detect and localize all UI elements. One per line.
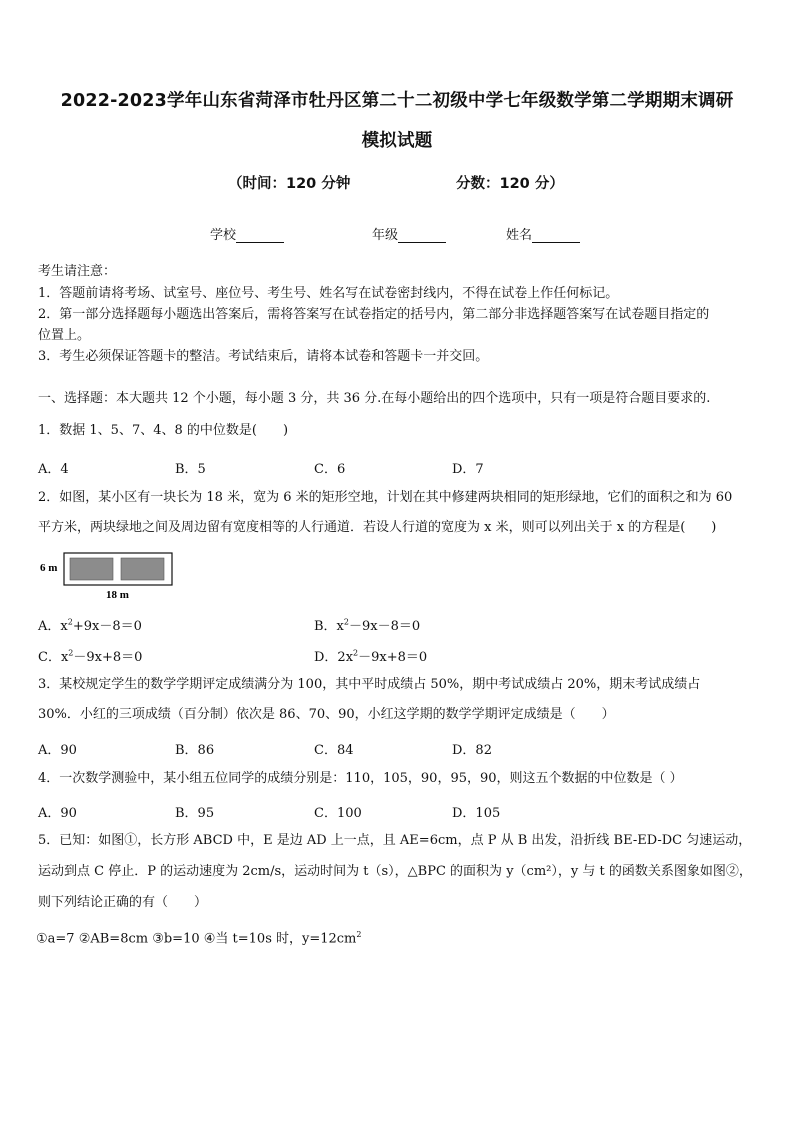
question-4-option-d: D．105 [452, 806, 501, 821]
question-3-stem: 3．某校规定学生的数学学期评定成绩满分为 100，其中平时成绩占 50%，期中考试成绩占 20%，期末考试成绩占 [38, 677, 701, 692]
question-4-option-c: C．100 [314, 806, 362, 821]
grade-label: 年级 [372, 228, 399, 243]
school-label: 学校 [210, 228, 237, 243]
question-3-option-b: B．86 [175, 743, 215, 758]
question-5-statements: ①a=7 ②AB=8cm ③b=10 ④当 t=10s 时，$y=12cm^2$ [36, 930, 362, 947]
notice-item-1: 1．答题前请将考场、试室号、座位号、考生号、姓名写在试卷密封线内，不得在试卷上作任何标记。 [38, 286, 619, 301]
question-1-option-a: A．4 [38, 462, 69, 477]
question-2-stem-cont: 平方米，两块绿地之间及周边留有宽度相等的人行通道．若设人行道的宽度为 x 米，则可以列出关于 x 的方程是( ) [38, 520, 717, 535]
name-label: 姓名 [506, 228, 533, 243]
section-heading: 一、选择题：本大题共 12 个小题，每小题 3 分，共 36 分.在每小题给出的四个选项中，只有一项是符合题目要求的. [38, 391, 711, 406]
question-2-option-d: D．$2x^2-9x+8=0$ [314, 648, 428, 665]
question-2-stem: 2．如图，某小区有一块长为 18 米，宽为 6 米的矩形空地，计划在其中修建两块相同的矩形绿地，它们的面积之和为 60 [38, 490, 733, 505]
green-plot-right [121, 558, 164, 580]
name-field[interactable] [506, 224, 580, 243]
question-2-option-a: A．$x^2+9x-8=0$ [38, 617, 142, 634]
school-field[interactable] [210, 224, 284, 243]
question-3-option-c: C．84 [314, 743, 354, 758]
question-5-stem: 5．已知：如图①，长方形 ABCD 中，E 是边 AD 上一点，且 AE=6cm，点 P 从 B 出发，沿折线 BE-ED-DC 匀速运动， [38, 833, 752, 848]
question-4-stem: 4．一次数学测验中，某小组五位同学的成绩分别是：110，105，90，95，90，则这五个数据的中位数是（ ） [38, 771, 683, 786]
question-1-option-c: C．6 [314, 462, 346, 477]
exam-title-line2: 模拟试题 [361, 131, 433, 151]
notice-heading: 考生请注意： [38, 264, 117, 279]
exam-time: （时间：120 分钟 [228, 176, 351, 192]
name-blank[interactable] [532, 229, 580, 243]
grade-field[interactable] [372, 224, 446, 243]
grade-blank[interactable] [398, 229, 446, 243]
figure-length-label: 18 m [106, 589, 129, 601]
question-2-option-b: B．$x^2-9x-8=0$ [314, 617, 421, 634]
figure-width-label: 6 m [40, 562, 58, 574]
green-plot-left [70, 558, 113, 580]
question-3-stem-cont: 30%．小红的三项成绩（百分制）依次是 86、70、90，小红这学期的数学学期评定成绩是（ ） [38, 707, 615, 722]
question-3-option-d: D．82 [452, 743, 492, 758]
school-blank[interactable] [236, 229, 284, 243]
question-4-option-b: B．95 [175, 806, 215, 821]
question-5-stem-cont: 运动到点 C 停止．P 的运动速度为 2cm/s，运动时间为 t（s），△BPC 的面积为 y（cm²），y 与 t 的函数关系图象如图②， [38, 864, 752, 879]
question-1-option-b: B．5 [175, 462, 206, 477]
question-5-stem-end: 则下列结论正确的有（ ） [38, 895, 208, 910]
exam-score: 分数：120 分） [456, 176, 564, 192]
notice-item-2: 2．第一部分选择题每小题选出答案后，需将答案写在试卷指定的括号内，第二部分非选择题答案写在试卷题目指定的 [38, 307, 710, 322]
question-2-figure [36, 547, 186, 603]
question-1-option-d: D．7 [452, 462, 484, 477]
notice-item-3: 3．考生必须保证答题卡的整洁。考试结束后，请将本试卷和答题卡一并交回。 [38, 349, 489, 364]
question-1-stem: 1．数据 1、5、7、4、8 的中位数是( ) [38, 423, 289, 438]
notice-item-2-cont: 位置上。 [38, 328, 91, 343]
question-3-option-a: A．90 [38, 743, 77, 758]
exam-title-line1: 2022-2023学年山东省菏泽市牡丹区第二十二初级中学七年级数学第二学期期末调研 [60, 91, 734, 111]
question-4-option-a: A．90 [38, 806, 77, 821]
question-2-option-c: C．$x^2-9x+8=0$ [38, 648, 143, 665]
